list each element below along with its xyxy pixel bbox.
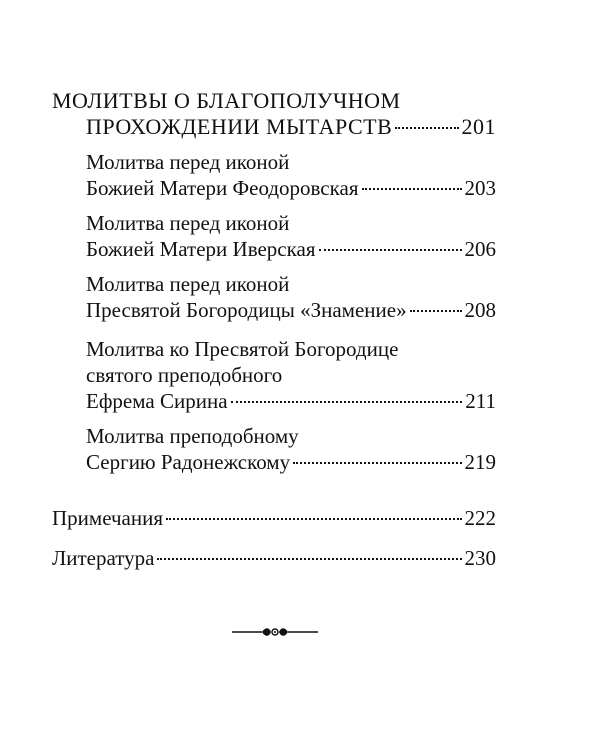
toc-entry-text: святого преподобного [86, 363, 283, 387]
toc-entry-text: Молитва перед иконой [86, 150, 290, 174]
toc-entry-text: Литература [52, 546, 155, 570]
toc-entry-text: Сергию Радонежскому [86, 450, 291, 474]
dot-leader [410, 310, 462, 312]
toc-entry-line[interactable] [86, 449, 496, 475]
toc-entry-notes[interactable] [52, 505, 496, 531]
toc-entry-line[interactable] [86, 297, 496, 323]
page-number: 208 [464, 298, 496, 322]
dot-leader [157, 558, 461, 560]
toc-entry-line [86, 423, 299, 449]
toc-entry-line[interactable] [86, 175, 496, 201]
dot-leader [319, 249, 462, 251]
toc-entry-line [86, 336, 398, 362]
toc-entry-literature[interactable] [52, 545, 496, 571]
page-number: 201 [461, 114, 496, 139]
page-number: 203 [464, 176, 496, 200]
toc-entry-text: Молитва перед иконой [86, 211, 290, 235]
dot-leader [293, 462, 461, 464]
dot-leader [395, 127, 458, 129]
toc-entry-text: Молитва перед иконой [86, 272, 290, 296]
page-number: 222 [464, 506, 496, 530]
toc-entry-line [86, 271, 289, 297]
section-title-text: ПРОХОЖДЕНИИ МЫТАРСТВ [86, 114, 393, 139]
fleuron-divider-icon [232, 624, 318, 640]
toc-entry-text: Божией Матери Иверская [86, 237, 316, 261]
section-title-line-1 [52, 88, 401, 114]
page-number: 219 [464, 450, 496, 474]
page-number: 206 [464, 237, 496, 261]
page-number: 211 [465, 389, 496, 413]
toc-entry-line [86, 362, 282, 388]
toc-entry-line [86, 210, 289, 236]
toc-entry-text: Ефрема Сирина [86, 389, 228, 413]
toc-entry-text: Божией Матери Феодоровская [86, 176, 359, 200]
toc-entry-line [86, 149, 289, 175]
toc-entry-text: Молитва ко Пресвятой Богородице [86, 337, 399, 361]
toc-entry-text: Примечания [52, 506, 164, 530]
toc-entry-text: Пресвятой Богородицы «Знамение» [86, 298, 407, 322]
page-number: 230 [464, 546, 496, 570]
dot-leader [166, 518, 461, 520]
toc-entry-line[interactable] [86, 388, 496, 414]
dot-leader [362, 188, 462, 190]
section-title-text: МОЛИТВЫ О БЛАГОПОЛУЧНОМ [52, 88, 401, 113]
section-title-line-2[interactable] [86, 114, 496, 140]
dot-leader [231, 401, 463, 403]
toc-entry-line[interactable] [86, 236, 496, 262]
toc-entry-text: Молитва преподобному [86, 424, 299, 448]
